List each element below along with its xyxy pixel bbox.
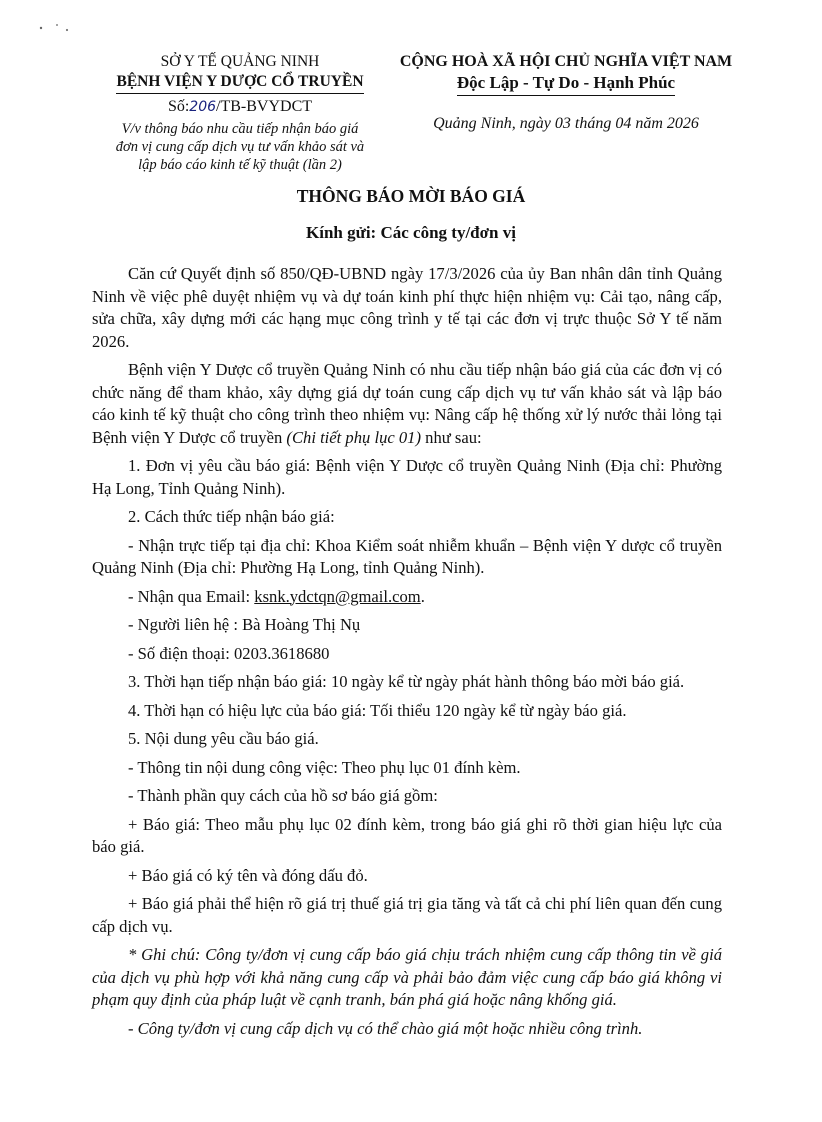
list-item: - Thông tin nội dung công việc: Theo phụ lục 01 đính kèm. — [128, 757, 521, 777]
list-item: + Báo giá phải thể hiện rõ giá trị thuế giá trị gia tăng và tất cả chi phí liên quan đến cung cấp dịch vụ. — [92, 894, 722, 936]
email-link[interactable]: ksnk.ydctqn@gmail.com — [254, 586, 421, 606]
list-item: 1. Đơn vị yêu cầu báo giá: Bệnh viện Y Dược cổ truyền Quảng Ninh (Địa chỉ: Phường Hạ Long, Tỉnh Quảng Ninh). — [92, 456, 722, 498]
document-body — [92, 263, 722, 1046]
list-item: - Số điện thoại: 0203.3618680 — [128, 643, 330, 663]
scan-mark-icon — [35, 18, 75, 38]
nation-name: CỘNG HOÀ XÃ HỘI CHỦ NGHĨA VIỆT NAM — [399, 53, 733, 70]
paragraph-purpose: Bệnh viện Y Dược cổ truyền Quảng Ninh có nhu cầu tiếp nhận báo giá của các đơn vị có chức năng để tham khảo, xây dựng giá dự toán cung cấp dịch vụ tư vấn khảo sát và lập báo cáo kinh tế kỹ thuật cho công trình theo nhiệm vụ: Nâng cấp hệ thống xử lý nước thải lỏng tại Bệnh viện Y Dược cổ truyền (Chi tiết phụ lục 01) như sau: — [92, 360, 722, 447]
list-item: - Nhận trực tiếp tại địa chỉ: Khoa Kiểm soát nhiễm khuẩn – Bệnh viện Y dược cổ truyền Quảng Ninh (Địa chỉ: Phường Hạ Long, tỉnh Quảng Ninh). — [92, 535, 722, 577]
issuer-header — [95, 52, 385, 174]
list-item: + Báo giá có ký tên và đóng dấu đỏ. — [128, 865, 368, 885]
recipient-line: Kính gửi: Các công ty/đơn vị — [306, 223, 516, 242]
list-item: + Báo giá: Theo mẫu phụ lục 02 đính kèm, trong báo giá ghi rõ thời gian hiệu lực của báo giá. — [92, 814, 722, 856]
national-header — [385, 52, 747, 134]
list-item: 4. Thời hạn có hiệu lực của báo giá: Tối thiểu 120 ngày kể từ ngày báo giá. — [128, 700, 627, 720]
list-item: - Người liên hệ : Bà Hoàng Thị Nụ — [128, 615, 361, 634]
note-paragraph: * Ghi chú: Công ty/đơn vị cung cấp báo giá chịu trách nhiệm cung cấp thông tin về giá của dịch vụ phù hợp với khả năng cung cấp và phải bảo đảm việc cung cấp báo giá không vi phạm quy định của pháp luật về cạnh tranh, bán phá giá hoặc nâng khống giá. — [92, 945, 722, 1009]
list-item: - Nhận qua Email: ksnk.ydctqn@gmail.com. — [128, 586, 425, 606]
list-item: 5. Nội dung yêu cầu báo giá. — [128, 729, 319, 748]
note-paragraph: - Công ty/đơn vị cung cấp dịch vụ có thể chào giá một hoặc nhiều công trình. — [128, 1018, 643, 1038]
document-title: THÔNG BÁO MỜI BÁO GIÁ — [296, 186, 526, 206]
motto: Độc Lập - Tự Do - Hạnh Phúc — [457, 72, 675, 96]
list-item: - Thành phần quy cách của hồ sơ báo giá gồm: — [128, 786, 438, 805]
document-number: Số:206/TB-BVYDCT — [167, 98, 313, 115]
hospital-name: BỆNH VIỆN Y DƯỢC CỔ TRUYỀN — [95, 72, 385, 94]
list-item: 3. Thời hạn tiếp nhận báo giá: 10 ngày kể từ ngày phát hành thông báo mời báo giá. — [128, 672, 685, 691]
paragraph-legal-basis: Căn cứ Quyết định số 850/QĐ-UBND ngày 17/3/2026 của ủy Ban nhân dân tỉnh Quảng Ninh về việc phê duyệt nhiệm vụ và dự toán kinh phí thực hiện nhiệm vụ: Cải tạo, nâng cấp, sửa chữa, xây dựng mới các hạng mục công trình y tế tại các đơn vị trực thuộc Sở Y tế năm 2026. — [92, 264, 722, 351]
department-name: SỞ Y TẾ QUẢNG NINH — [160, 53, 320, 70]
handwritten-number: 206 — [189, 99, 217, 115]
issue-date: Quảng Ninh, ngày 03 tháng 04 năm 2026 — [433, 115, 699, 132]
list-item: 2. Cách thức tiếp nhận báo giá: — [128, 507, 335, 526]
subject-line: V/v thông báo nhu cầu tiếp nhận báo giá đơn vị cung cấp dịch vụ tư vấn khảo sát và lập báo cáo kinh tế kỹ thuật (lần 2) — [115, 121, 365, 173]
